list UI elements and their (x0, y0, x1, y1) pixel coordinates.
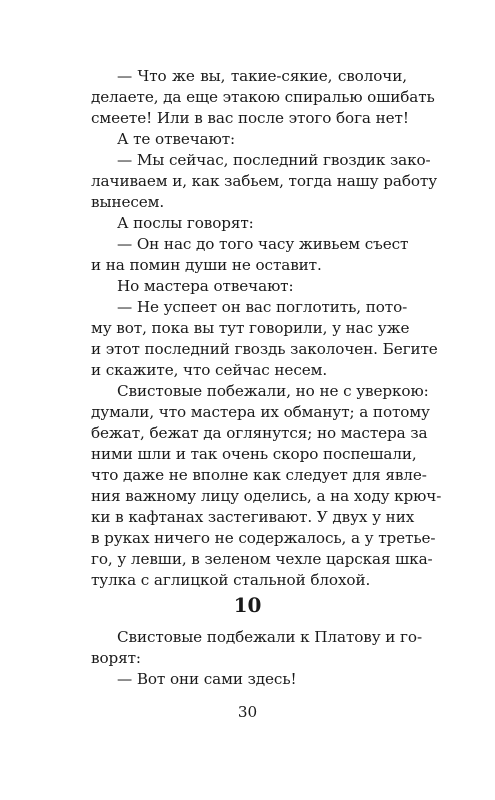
text-block-main (91, 66, 442, 591)
text-line: и на помин души не оставит. (91, 256, 322, 274)
page-number: 30 (237, 703, 258, 721)
text-line: ния важному лицу оделись, а на ходу крюч- (91, 487, 442, 505)
text-line: тулка с аглицкой стальной блохой. (91, 571, 371, 589)
text-block-chapter (91, 627, 422, 690)
text-line: Но мастера отвечают: (117, 277, 294, 295)
text-line: и скажите, что сейчас несем. (91, 361, 328, 379)
text-line: вынесем. (91, 193, 165, 211)
text-line: делаете, да еще этакою спиралью ошибать (91, 88, 435, 106)
text-line: А послы говорят: (117, 214, 254, 232)
text-line: бежат, бежат да оглянутся; но мастера за (91, 424, 428, 442)
text-line: думали, что мастера их обманут; а потому (91, 403, 430, 421)
text-line: в руках ничего не содержалось, а у третье- (91, 529, 436, 547)
text-line: — Он нас до того часу живьем съест (117, 235, 409, 253)
text-line: и этот последний гвоздь заколочен. Бегите (91, 340, 438, 358)
text-line: — Вот они сами здесь! (117, 670, 297, 688)
text-line: — Что же вы, такие-сякие, сволочи, (117, 67, 407, 85)
text-line: го, у левши, в зеленом чехле царская шка- (91, 550, 433, 568)
text-line: ними шли и так очень скоро поспешали, (91, 445, 417, 463)
text-line: — Не успеет он вас поглотить, пото- (117, 298, 408, 316)
text-line: что даже не вполне как следует для явле- (91, 466, 427, 484)
text-line: ворят: (91, 649, 141, 667)
chapter-heading: 10 (233, 593, 262, 617)
text-line: смеете! Или в вас после этого бога нет! (91, 109, 409, 127)
text-line: Свистовые побежали, но не с уверкою: (117, 382, 429, 400)
text-line: ки в кафтанах застегивают. У двух у них (91, 508, 415, 526)
text-line: А те отвечают: (117, 130, 236, 148)
text-line: Свистовые подбежали к Платову и го- (117, 628, 422, 646)
text-line: — Мы сейчас, последний гвоздик зако- (117, 151, 431, 169)
text-line: лачиваем и, как забьем, тогда нашу работу (91, 172, 438, 190)
text-line: му вот, пока вы тут говорили, у нас уже (91, 319, 410, 337)
